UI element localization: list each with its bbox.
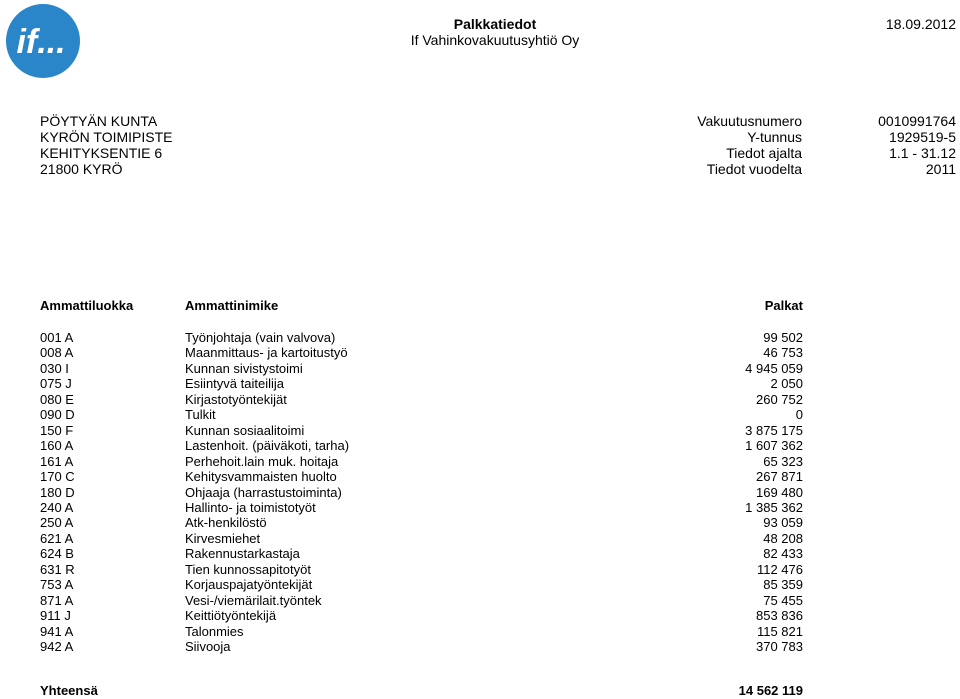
salary-cell: 3 875 175 bbox=[745, 422, 803, 438]
table-row bbox=[0, 485, 960, 501]
occupation-title-cell: Esiintyvä taiteilija bbox=[185, 376, 284, 392]
salary-cell: 853 836 bbox=[756, 608, 803, 624]
total-value: 14 562 119 bbox=[738, 683, 803, 698]
table-row bbox=[0, 639, 960, 655]
meta-value: 1.1 - 31.12 bbox=[889, 145, 956, 161]
meta-value: 1929519-5 bbox=[889, 129, 956, 145]
company-name: If Vahinkovakuutusyhtiö Oy bbox=[410, 32, 580, 48]
table-row bbox=[0, 562, 960, 578]
occupation-class-cell: 030 I bbox=[40, 360, 69, 376]
occupation-title-cell: Vesi-/viemärilait.työntek bbox=[185, 592, 322, 608]
table-row bbox=[0, 577, 960, 593]
occupation-title-cell: Atk-henkilöstö bbox=[185, 515, 267, 531]
table-row bbox=[0, 500, 960, 516]
salary-cell: 169 480 bbox=[756, 484, 803, 500]
occupation-class-cell: 170 C bbox=[40, 469, 75, 485]
column-header-palkat: Palkat bbox=[764, 298, 803, 313]
salary-cell: 267 871 bbox=[756, 469, 803, 485]
occupation-title-cell: Siivooja bbox=[185, 639, 231, 654]
table-row bbox=[0, 531, 960, 547]
occupation-title-cell: Kunnan sivistystoimi bbox=[185, 360, 303, 376]
address-line: KEHITYKSENTIE 6 bbox=[40, 145, 163, 161]
salary-cell: 65 323 bbox=[763, 453, 803, 469]
occupation-class-cell: 621 A bbox=[40, 530, 74, 546]
occupation-title-cell: Talonmies bbox=[185, 623, 244, 639]
salary-cell: 48 208 bbox=[763, 530, 803, 546]
table-row bbox=[0, 407, 960, 423]
table-row bbox=[0, 392, 960, 408]
salary-cell: 93 059 bbox=[763, 515, 803, 531]
occupation-title-cell: Keittiötyöntekijä bbox=[185, 608, 277, 624]
occupation-class-cell: 624 B bbox=[40, 546, 74, 562]
occupation-title-cell: Tulkit bbox=[185, 407, 216, 423]
salary-cell: 99 502 bbox=[763, 330, 803, 345]
occupation-class-cell: 180 D bbox=[40, 484, 75, 500]
salary-cell: 260 752 bbox=[756, 391, 803, 407]
occupation-title-cell: Tien kunnossapitotyöt bbox=[185, 561, 311, 577]
occupation-class-cell: 250 A bbox=[40, 515, 74, 531]
occupation-title-cell: Hallinto- ja toimistotyöt bbox=[185, 499, 316, 515]
logo-text: if... bbox=[16, 23, 66, 61]
salary-cell: 82 433 bbox=[763, 546, 803, 562]
occupation-title-cell: Kirjastotyöntekijät bbox=[185, 391, 287, 407]
table-row bbox=[0, 546, 960, 562]
table-row bbox=[0, 376, 960, 392]
occupation-class-cell: 631 R bbox=[40, 561, 75, 577]
meta-label: Y-tunnus bbox=[747, 129, 802, 145]
table-row bbox=[0, 624, 960, 640]
salary-cell: 112 476 bbox=[756, 561, 803, 577]
salary-cell: 4 945 059 bbox=[745, 360, 803, 376]
occupation-title-cell: Maanmittaus- ja kartoitustyö bbox=[185, 345, 348, 361]
occupation-class-cell: 941 A bbox=[40, 623, 74, 639]
occupation-title-cell: Kirvesmiehet bbox=[185, 530, 261, 546]
occupation-class-cell: 090 D bbox=[40, 407, 75, 423]
occupation-title-cell: Korjauspajatyöntekijät bbox=[185, 577, 313, 593]
address-line: PÖYTYÄN KUNTA bbox=[40, 113, 158, 129]
total-label: Yhteensä bbox=[40, 683, 98, 698]
salary-cell: 46 753 bbox=[763, 345, 803, 361]
occupation-class-cell: 008 A bbox=[40, 345, 74, 361]
occupation-title-cell: Työnjohtaja (vain valvova) bbox=[185, 330, 336, 345]
address-line: 21800 KYRÖ bbox=[40, 161, 123, 177]
occupation-class-cell: 911 J bbox=[40, 608, 71, 624]
salary-cell: 85 359 bbox=[763, 577, 803, 593]
table-row bbox=[0, 469, 960, 485]
occupation-class-cell: 075 J bbox=[40, 376, 72, 392]
salary-cell: 115 821 bbox=[756, 623, 803, 639]
meta-label: Vakuutusnumero bbox=[697, 113, 802, 129]
occupation-class-cell: 161 A bbox=[40, 453, 74, 469]
salary-cell: 370 783 bbox=[756, 639, 803, 654]
document-title: Palkkatiedot bbox=[453, 16, 537, 32]
occupation-class-cell: 753 A bbox=[40, 577, 74, 593]
table-row bbox=[0, 345, 960, 361]
occupation-class-cell: 001 A bbox=[40, 330, 74, 345]
document-date: 18.09.2012 bbox=[885, 16, 956, 32]
occupation-class-cell: 871 A bbox=[40, 592, 74, 608]
table-row bbox=[0, 361, 960, 377]
table-row bbox=[0, 608, 960, 624]
occupation-class-cell: 942 A bbox=[40, 639, 74, 654]
occupation-title-cell: Kehitysvammaisten huolto bbox=[185, 469, 337, 485]
table-row bbox=[0, 515, 960, 531]
address-line: KYRÖN TOIMIPISTE bbox=[40, 129, 173, 145]
meta-label: Tiedot ajalta bbox=[726, 145, 802, 161]
occupation-title-cell: Lastenhoit. (päiväkoti, tarha) bbox=[185, 438, 350, 454]
column-header-ammattiluokka: Ammattiluokka bbox=[40, 298, 134, 313]
occupation-class-cell: 160 A bbox=[40, 438, 74, 454]
salary-cell: 2 050 bbox=[770, 376, 803, 392]
if-logo bbox=[5, 3, 81, 79]
meta-value: 0010991764 bbox=[878, 113, 956, 129]
table-row bbox=[0, 423, 960, 439]
salary-cell: 0 bbox=[795, 407, 803, 423]
salary-cell: 75 455 bbox=[763, 592, 803, 608]
column-header-ammattinimike: Ammattinimike bbox=[185, 298, 279, 313]
table-row bbox=[0, 593, 960, 609]
occupation-class-cell: 080 E bbox=[40, 391, 74, 407]
meta-label: Tiedot vuodelta bbox=[706, 161, 802, 177]
table-row bbox=[0, 454, 960, 470]
salary-cell: 1 607 362 bbox=[745, 438, 803, 454]
table-row bbox=[0, 438, 960, 454]
meta-value: 2011 bbox=[925, 161, 956, 177]
occupation-title-cell: Ohjaaja (harrastustoiminta) bbox=[185, 484, 342, 500]
occupation-class-cell: 150 F bbox=[40, 422, 74, 438]
occupation-title-cell: Perhehoit.lain muk. hoitaja bbox=[185, 453, 339, 469]
salary-cell: 1 385 362 bbox=[745, 499, 803, 515]
table-row bbox=[0, 330, 960, 346]
occupation-class-cell: 240 A bbox=[40, 499, 74, 515]
occupation-title-cell: Rakennustarkastaja bbox=[185, 546, 300, 562]
occupation-title-cell: Kunnan sosiaalitoimi bbox=[185, 422, 305, 438]
